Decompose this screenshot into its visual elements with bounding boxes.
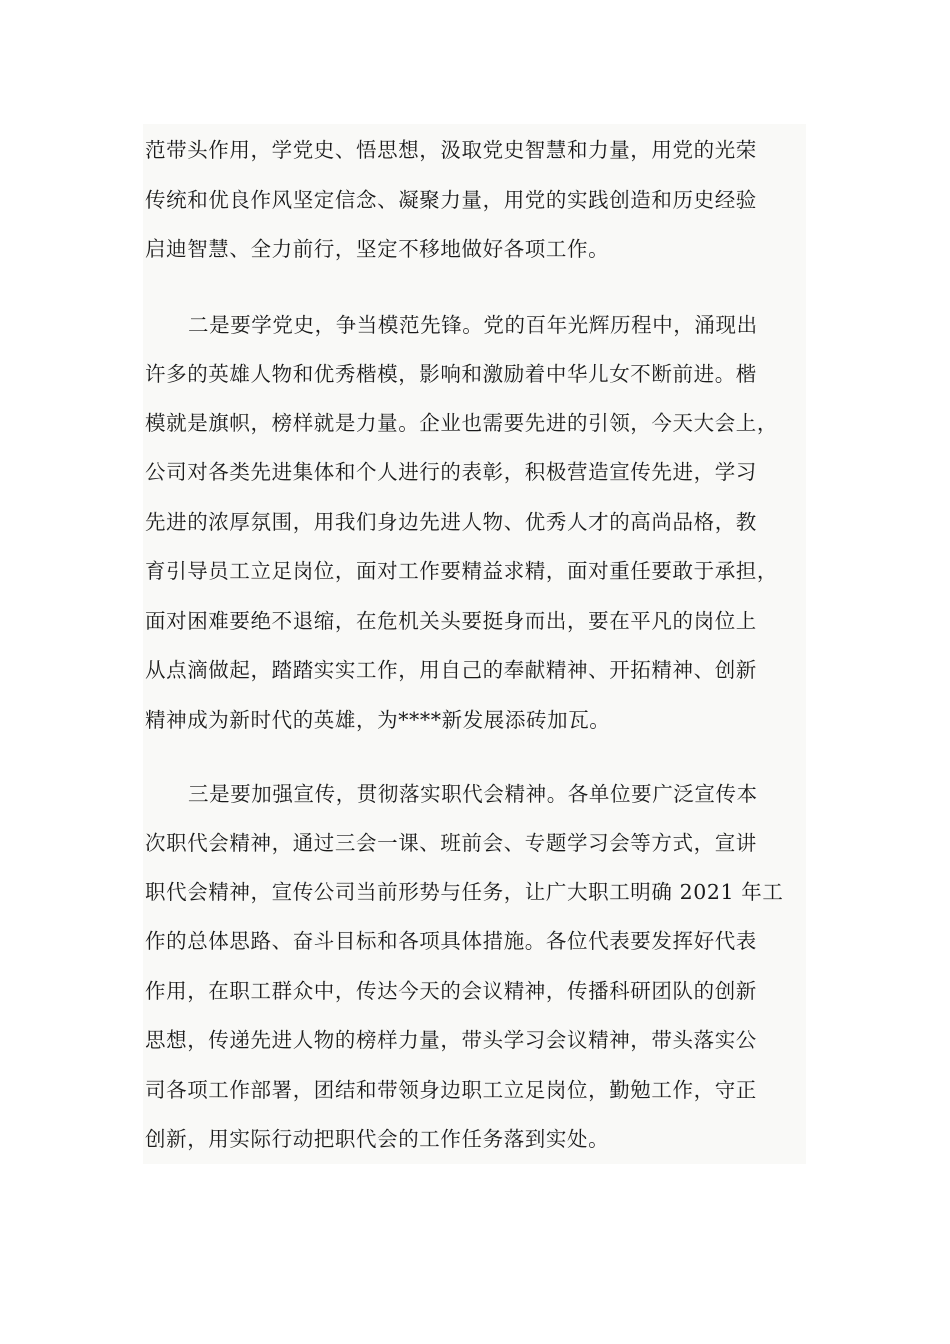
paragraph-3-line-6: 思想，传递先进人物的榜样力量，带头学习会议精神，带头落实公 [145,1028,757,1052]
paragraph-3-line-3: 职代会精神，宣传公司当前形势与任务，让广大职工明确 2021 年工 [145,880,784,904]
page-text-block [143,124,806,1164]
paragraph-2-line-6: 育引导员工立足岗位，面对工作要精益求精，面对重任要敢于承担， [145,559,778,583]
paragraph-2-line-5: 先进的浓厚氛围，用我们身边先进人物、优秀人才的高尚品格，教 [145,510,757,534]
paragraph-3-line-5: 作用，在职工群众中，传达今天的会议精神，传播科研团队的创新 [145,979,757,1003]
paragraph-1-line-2: 传统和优良作风坚定信念、凝聚力量，用党的实践创造和历史经验 [145,188,757,212]
paragraph-3-line-2: 次职代会精神，通过三会一课、班前会、专题学习会等方式，宣讲 [145,831,757,855]
paragraph-2-line-1: 二是要学党史，争当模范先锋。党的百年光辉历程中，涌现出 [188,313,758,337]
paragraph-1-line-3: 启迪智慧、全力前行，坚定不移地做好各项工作。 [145,237,610,261]
paragraph-3-line-4: 作的总体思路、奋斗目标和各项具体措施。各位代表要发挥好代表 [145,929,757,953]
paragraph-1-line-1: 范带头作用，学党史、悟思想，汲取党史智慧和力量，用党的光荣 [145,138,757,162]
paragraph-2-line-2: 许多的英雄人物和优秀楷模，影响和激励着中华儿女不断前进。楷 [145,362,757,386]
paragraph-2-line-7: 面对困难要绝不退缩，在危机关头要挺身而出，要在平凡的岗位上 [145,609,757,633]
paragraph-2-line-8: 从点滴做起，踏踏实实工作，用自己的奉献精神、开拓精神、创新 [145,658,757,682]
paragraph-3-line-7: 司各项工作部署，团结和带领身边职工立足岗位，勤勉工作，守正 [145,1078,757,1102]
paragraph-2-line-4: 公司对各类先进集体和个人进行的表彰，积极营造宣传先进，学习 [145,460,757,484]
paragraph-3-line-8: 创新，用实际行动把职代会的工作任务落到实处。 [145,1127,610,1151]
paragraph-2-line-3: 模就是旗帜，榜样就是力量。企业也需要先进的引领，今天大会上， [145,411,778,435]
paragraph-3-line-1: 三是要加强宣传，贯彻落实职代会精神。各单位要广泛宣传本 [188,782,758,806]
paragraph-2-line-9: 精神成为新时代的英雄，为****新发展添砖加瓦。 [145,708,611,732]
